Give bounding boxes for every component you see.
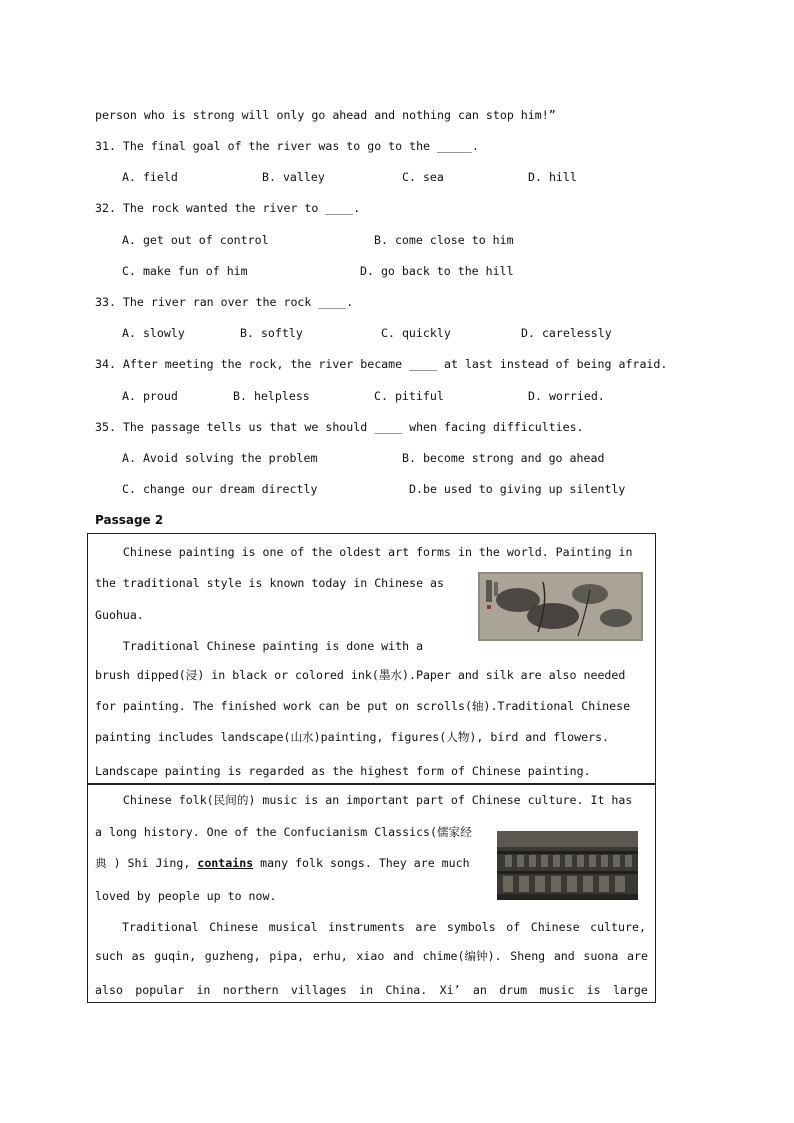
q34-option-b[interactable]: B. helpless — [233, 389, 310, 403]
word: such — [95, 949, 123, 963]
word: northern — [222, 983, 279, 997]
word: Sheng — [510, 949, 546, 963]
box1-line-3: Guohua. — [95, 608, 144, 622]
word: are — [415, 920, 437, 934]
word: pipa, — [269, 949, 305, 963]
word: music — [539, 983, 575, 997]
box1-line-1: Chinese painting is one of the oldest art forms in the world. Painting in — [95, 545, 633, 559]
word: also — [95, 983, 123, 997]
word: is — [586, 983, 601, 997]
q35-option-a[interactable]: A. Avoid solving the problem — [122, 451, 318, 465]
box1-line-5: brush dipped(浸) in black or colored ink(墨水).Paper and silk are also needed — [95, 668, 626, 682]
question-32: 32. The rock wanted the river to ____. — [95, 201, 361, 215]
intro-line: person who is strong will only go ahead and nothing can stop him!” — [95, 108, 556, 122]
word: Chinese — [530, 920, 580, 934]
word: popular — [135, 983, 185, 997]
lotus-painting-image — [478, 572, 643, 641]
q31-option-d[interactable]: D. hill — [528, 170, 577, 184]
box2-line-7 — [95, 983, 648, 997]
question-31: 31. The final goal of the river was to go to the _____. — [95, 139, 479, 153]
q34-option-c[interactable]: C. pitiful — [374, 389, 444, 403]
word: in — [196, 983, 211, 997]
box1-line-6: for painting. The finished work can be put on scrolls(轴).Traditional Chinese — [95, 699, 631, 713]
word: as — [131, 949, 146, 963]
chime-bells-image — [497, 831, 638, 900]
passage-title: Passage 2 — [95, 513, 164, 527]
word: guzheng, — [204, 949, 261, 963]
word: an — [472, 983, 487, 997]
q35-option-c[interactable]: C. change our dream directly — [122, 482, 318, 496]
word: drum — [499, 983, 528, 997]
q32-option-c[interactable]: C. make fun of him — [122, 264, 248, 278]
box2-line-6 — [95, 949, 648, 963]
box1-line-8: Landscape painting is regarded as the highest form of Chinese painting. — [95, 764, 591, 778]
word: of — [506, 920, 521, 934]
q31-option-b[interactable]: B. valley — [262, 170, 325, 184]
q35-option-b[interactable]: B. become strong and go ahead — [402, 451, 605, 465]
painting-section-box — [87, 533, 656, 785]
word: Traditional — [122, 920, 199, 934]
word: are — [626, 949, 648, 963]
q32-option-d[interactable]: D. go back to the hill — [360, 264, 514, 278]
question-35: 35. The passage tells us that we should ____ when facing difficulties. — [95, 420, 584, 434]
word: chime(编钟). — [422, 949, 502, 963]
contains-emphasis: contains — [197, 856, 254, 870]
box2-line-1: Chinese folk(民间的) music is an important part of Chinese culture. It has — [95, 793, 633, 807]
word: and — [553, 949, 575, 963]
word: instruments — [328, 920, 405, 934]
word: Chinese — [209, 920, 259, 934]
word: in — [359, 983, 374, 997]
word: erhu, — [312, 949, 348, 963]
word: China. — [385, 983, 428, 997]
box2-line-3-end: many folk songs. They are much — [253, 856, 470, 870]
word: xiao — [356, 949, 385, 963]
q34-option-a[interactable]: A. proud — [122, 389, 178, 403]
q33-option-d[interactable]: D. carelessly — [521, 326, 612, 340]
box2-line-4: loved by people up to now. — [95, 889, 277, 903]
q31-option-a[interactable]: A. field — [122, 170, 178, 184]
q33-option-c[interactable]: C. quickly — [381, 326, 451, 340]
q34-option-d[interactable]: D. worried. — [528, 389, 605, 403]
q35-option-d[interactable]: D.be used to giving up silently — [409, 482, 626, 496]
word: large — [612, 983, 648, 997]
box1-line-7: painting includes landscape(山水)painting, figures(人物), bird and flowers. — [95, 730, 610, 744]
q32-option-b[interactable]: B. come close to him — [374, 233, 514, 247]
box2-line-5 — [122, 920, 646, 934]
q31-option-c[interactable]: C. sea — [402, 170, 444, 184]
word: Xi’ — [439, 983, 461, 997]
word: suona — [583, 949, 619, 963]
box1-line-2: the traditional style is known today in Chinese as — [95, 576, 445, 590]
word: culture, — [590, 920, 646, 934]
question-33: 33. The river ran over the rock ____. — [95, 295, 354, 309]
word: guqin, — [154, 949, 197, 963]
q33-option-b[interactable]: B. softly — [240, 326, 303, 340]
box2-line-2: a long history. One of the Confucianism Classics(儒家经 — [95, 825, 472, 839]
q33-option-a[interactable]: A. slowly — [122, 326, 185, 340]
box2-line-3 — [95, 856, 470, 870]
q32-option-a[interactable]: A. get out of control — [122, 233, 269, 247]
word: symbols — [446, 920, 496, 934]
box2-line-3-start: 典 ) Shi Jing, — [95, 856, 198, 870]
question-34: 34. After meeting the rock, the river became ____ at last instead of being afraid. — [95, 357, 668, 371]
word: villages — [290, 983, 347, 997]
box1-line-4: Traditional Chinese painting is done with a — [95, 639, 424, 653]
word: musical — [268, 920, 318, 934]
word: and — [392, 949, 414, 963]
